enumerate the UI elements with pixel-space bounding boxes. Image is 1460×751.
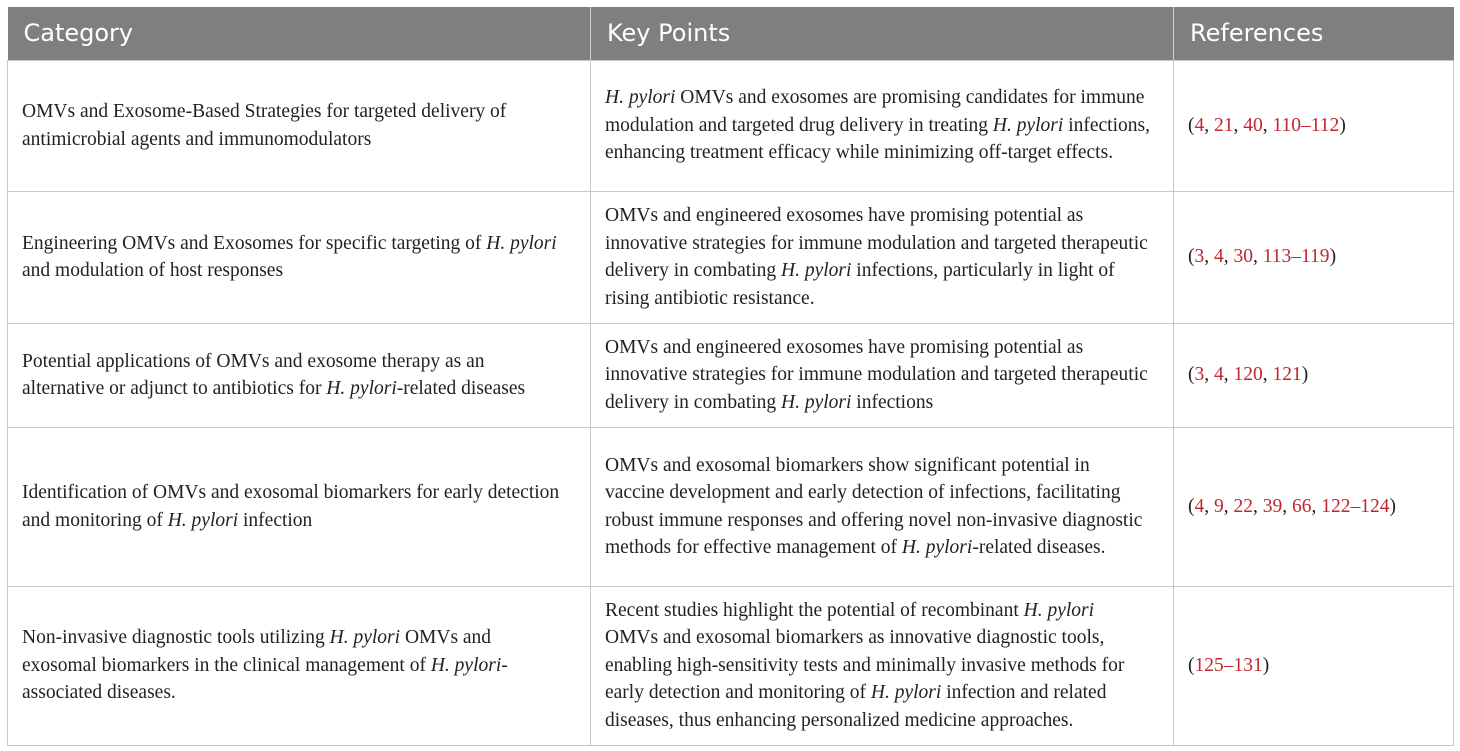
key-points-cell [591, 323, 1174, 427]
ref-separator: , [1253, 495, 1263, 517]
cell-text: -associated diseases. [22, 654, 508, 704]
ref-separator: , [1282, 495, 1292, 517]
reference-link[interactable]: 121 [1272, 364, 1302, 386]
cell-text: Recent studies highlight the potential of recombinant [605, 599, 1024, 621]
ref-separator: , [1253, 246, 1263, 268]
cell-text: Identification of OMVs and exosomal biomarkers for early detection and monitoring of [22, 482, 560, 531]
ref-separator: , [1262, 114, 1273, 136]
ref-separator: , [1204, 495, 1214, 517]
references-cell [1174, 586, 1454, 745]
paren-open: ( [1188, 114, 1195, 136]
ref-separator: , [1262, 364, 1273, 386]
reference-link[interactable]: 9 [1214, 495, 1224, 517]
reference-link[interactable]: 3 [1194, 246, 1205, 268]
reference-link[interactable]: 4 [1214, 246, 1224, 268]
summary-table [7, 7, 1454, 746]
table-row [8, 427, 1454, 586]
cell-text: -related diseases [396, 378, 526, 399]
cell-text: Potential applications of OMVs and exosome therapy as an alternative or adjunct to antibiotics for [22, 350, 485, 399]
paren-close: ) [1262, 654, 1270, 676]
key-points-cell [591, 191, 1174, 323]
reference-link[interactable]: 30 [1233, 246, 1253, 268]
paren-open: ( [1188, 654, 1195, 676]
reference-link[interactable]: 3 [1194, 364, 1205, 386]
reference-link[interactable]: 21 [1214, 114, 1234, 136]
cell-text: OMVs and engineered exosomes have promising potential as innovative strategies for immune modulation and targeted therapeutic delivery in combating [605, 336, 1148, 413]
category-cell [8, 323, 591, 427]
species-name-italic: H. pylori [430, 654, 502, 676]
cell-text: OMVs and Exosome-Based Strategies for targeted delivery of antimicrobial agents and immunomodulators [22, 101, 507, 150]
species-name-italic: H. pylori [781, 260, 852, 281]
paren-open: ( [1188, 364, 1195, 386]
cell-text: infections, particularly in light of rising antibiotic resistance. [605, 260, 1115, 309]
category-cell [8, 60, 591, 191]
key-points-cell [591, 60, 1174, 191]
reference-link[interactable]: 125–131 [1194, 654, 1263, 676]
species-name-italic: H. pylori [1023, 599, 1095, 621]
paren-open: ( [1188, 246, 1195, 268]
references-cell [1174, 60, 1454, 191]
species-name-italic: H. pylori [992, 114, 1064, 136]
table-row [8, 60, 1454, 191]
species-name-italic: H. pylori [870, 682, 942, 704]
cell-text: OMVs and exosomal biomarkers show significant potential in vaccine development and early detection of infections, facilitating robust immune responses and offering novel non-invasive diagnostic methods for effective management of [605, 454, 1143, 558]
cell-text: infections [851, 391, 934, 413]
references-cell [1174, 191, 1454, 323]
species-name-italic: H. pylori [901, 537, 973, 558]
species-name-italic: H. pylori [605, 87, 676, 109]
key-points-cell [591, 586, 1174, 745]
cell-text: infections, enhancing treatment efficacy while minimizing off-target effects. [605, 114, 1150, 164]
ref-separator: , [1223, 495, 1234, 517]
ref-separator: , [1204, 246, 1214, 268]
key-points-cell [591, 427, 1174, 586]
cell-text: and modulation of host responses [22, 260, 284, 281]
ref-separator: , [1204, 114, 1214, 136]
category-cell [8, 191, 591, 323]
cell-text: OMVs and exosomal biomarkers as innovative diagnostic tools, enabling high-sensitivity tests and minimally invasive methods for early detection and monitoring of [605, 627, 1125, 704]
reference-link[interactable]: 4 [1194, 114, 1205, 136]
reference-link[interactable]: 122–124 [1321, 495, 1390, 517]
ref-separator: , [1223, 364, 1234, 386]
header-category: Category [8, 7, 591, 60]
ref-separator: , [1311, 495, 1322, 517]
cell-text: OMVs and exosomes are promising candidates for immune modulation and targeted drug delivery in treating [605, 87, 1145, 136]
reference-link[interactable]: 113–119 [1262, 246, 1330, 268]
paren-open: ( [1188, 495, 1195, 517]
header-row [8, 7, 1454, 60]
species-name-italic: H. pylori [167, 509, 239, 531]
header-key-points: Key Points [591, 7, 1174, 60]
table-header [8, 7, 1454, 60]
reference-link[interactable]: 40 [1243, 114, 1263, 136]
reference-link[interactable]: 39 [1262, 495, 1283, 517]
cell-text: infection and related diseases, thus enhancing personalized medicine approaches. [605, 682, 1107, 731]
table-row [8, 191, 1454, 323]
reference-link[interactable]: 120 [1233, 364, 1263, 386]
cell-text: Engineering OMVs and Exosomes for specific targeting of [22, 232, 487, 254]
species-name-italic: H. pylori [781, 391, 852, 413]
references-cell [1174, 427, 1454, 586]
references-cell [1174, 323, 1454, 427]
category-cell [8, 427, 591, 586]
table-body [8, 60, 1454, 745]
cell-text: OMVs and engineered exosomes have promising potential as innovative strategies for immune modulation and targeted therapeutic delivery in combating [605, 205, 1148, 281]
header-references: References [1174, 7, 1454, 60]
paren-close: ) [1389, 495, 1396, 517]
species-name-italic: H. pylori [326, 378, 397, 399]
paren-close: ) [1339, 114, 1346, 136]
paren-close: ) [1301, 364, 1309, 386]
species-name-italic: H. pylori [329, 627, 401, 649]
reference-link[interactable]: 110–112 [1272, 114, 1340, 136]
species-name-italic: H. pylori [486, 232, 557, 254]
ref-separator: , [1204, 364, 1214, 386]
reference-link[interactable]: 4 [1214, 364, 1224, 386]
ref-separator: , [1223, 246, 1234, 268]
reference-link[interactable]: 4 [1194, 495, 1205, 517]
table-container [7, 7, 1453, 746]
table-row [8, 323, 1454, 427]
paren-close: ) [1329, 246, 1337, 268]
ref-separator: , [1233, 114, 1244, 136]
cell-text: -related diseases. [972, 537, 1106, 558]
cell-text: infection [238, 509, 313, 531]
cell-text: OMVs and exosomal biomarkers in the clinical management of [22, 627, 492, 676]
reference-link[interactable]: 66 [1292, 495, 1312, 517]
cell-text: Non-invasive diagnostic tools utilizing [22, 627, 330, 649]
reference-link[interactable]: 22 [1233, 495, 1253, 517]
table-row [8, 586, 1454, 745]
category-cell [8, 586, 591, 745]
